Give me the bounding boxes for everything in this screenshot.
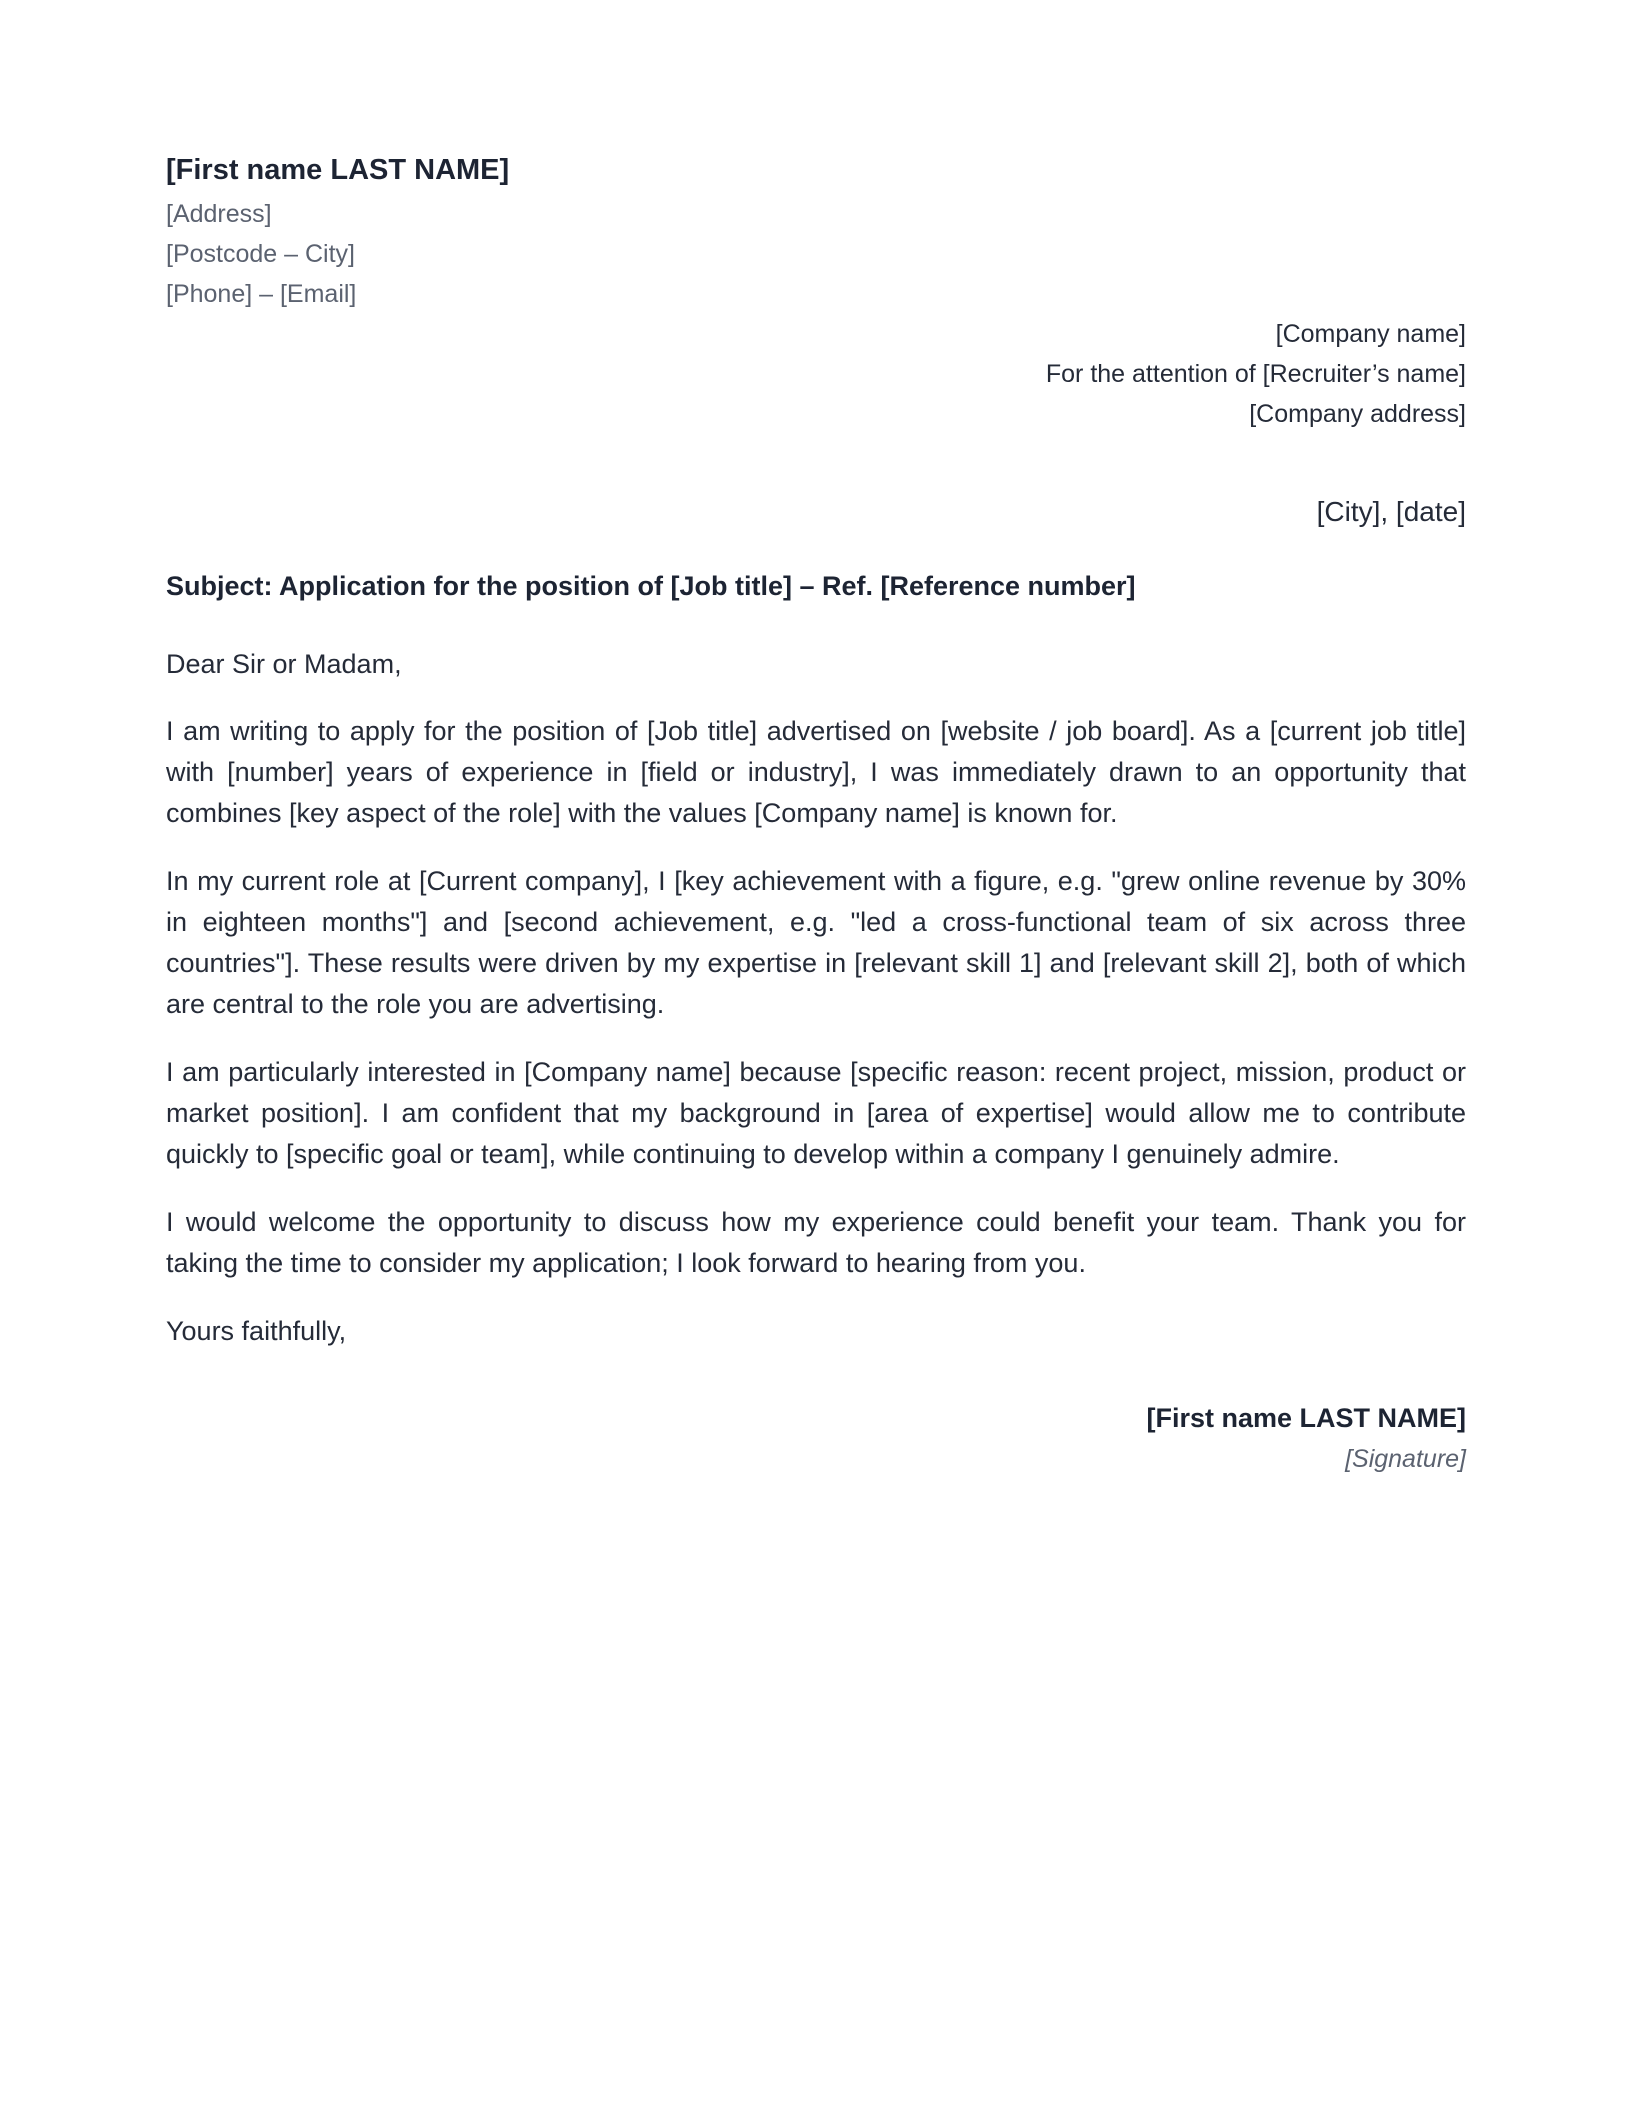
sender-phone-email: [Phone] – [Email] <box>166 280 357 308</box>
sender-block <box>166 150 1466 314</box>
recipient-attention: For the attention of [Recruiter’s name] <box>1045 360 1466 388</box>
signature-block <box>166 1397 1466 1479</box>
subject-line: Subject: Application for the position of [Job title] – Ref. [Reference number] <box>166 571 1136 601</box>
closing: Yours faithfully, <box>166 1316 347 1346</box>
body-paragraph: I am writing to apply for the position of [Job title] advertised on [website / job board]. As a [current job title] with [number] years of experience in [field or industry], I was immediately drawn to an opportunity that combines [key aspect of the role] with the values [Company name] is known for. <box>166 716 1466 828</box>
sender-address: [Address] <box>166 200 272 228</box>
place-date: [City], [date] <box>1316 496 1466 527</box>
cover-letter <box>166 150 1466 1479</box>
recipient-company: [Company name] <box>1275 320 1466 348</box>
recipient-block <box>166 314 1466 434</box>
sender-postcode-city: [Postcode – City] <box>166 240 355 268</box>
salutation: Dear Sir or Madam, <box>166 649 402 679</box>
sender-name: [First name LAST NAME] <box>166 154 510 186</box>
recipient-address: [Company address] <box>1249 400 1466 428</box>
body-paragraph: I am particularly interested in [Company name] because [specific reason: recent project, mission, product or market position]. I am confident that my background in [area of expertise] would allow me to contribute quickly to [specific goal or team], while continuing to develop within a company I genuinely admire. <box>166 1057 1466 1169</box>
signature-name: [First name LAST NAME] <box>1146 1403 1466 1433</box>
body-paragraph: In my current role at [Current company], I [key achievement with a figure, e.g. "grew online revenue by 30% in eighteen months"] and [second achievement, e.g. "led a cross-functional team of six across three countries"]. These results were driven by my expertise in [relevant skill 1] and [relevant skill 2], both of which are central to the role you are advertising. <box>166 866 1466 1019</box>
signature-placeholder: [Signature] <box>1345 1445 1466 1473</box>
body-paragraph: I would welcome the opportunity to discuss how my experience could benefit your team. Thank you for taking the time to consider my application; I look forward to hearing from you. <box>166 1207 1466 1278</box>
